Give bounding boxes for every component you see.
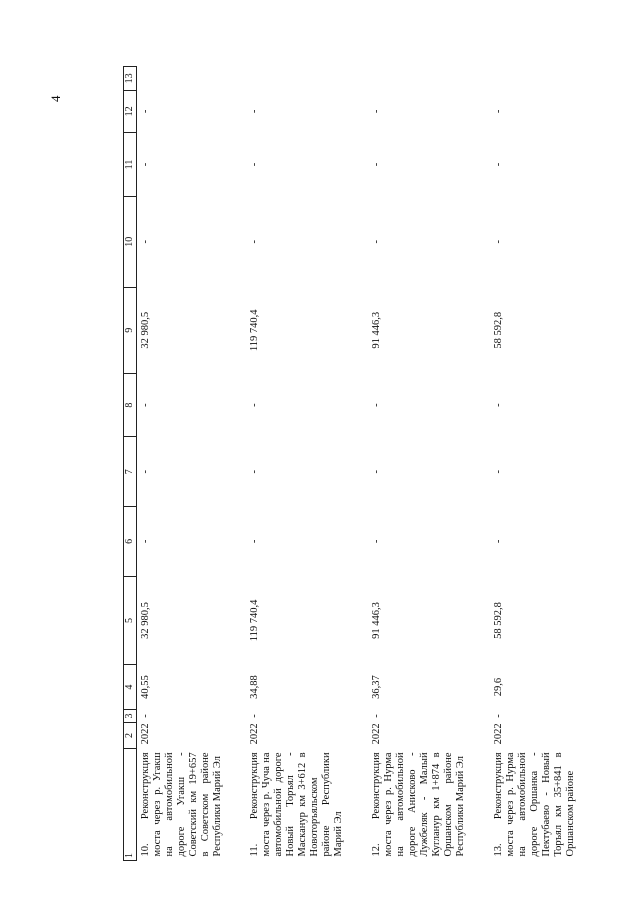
value-cell: - (493, 470, 504, 474)
value-cell: - (493, 403, 504, 407)
value-cell: - (493, 714, 504, 718)
year-cell: 2022 (371, 723, 382, 745)
value-cell: - (140, 470, 151, 474)
value-cell: - (140, 162, 151, 167)
value-cell: 34,88 (249, 675, 260, 699)
works-table (123, 66, 614, 861)
table-row (491, 67, 614, 861)
value-cell: - (140, 714, 151, 718)
column-number: 11 (124, 133, 137, 197)
value-cell: 40,55 (140, 675, 151, 699)
year-cell: 2022 (493, 723, 504, 745)
object-name: 11. Реконструкция моста через р. Чуча на автомобильной дороге Новый Торъял - Маскануp км 3+612 в Новоторъяльском районе Республики Марий Эл (249, 752, 344, 857)
value-cell: 32 980,5 (140, 311, 151, 349)
column-number: 6 (124, 507, 137, 577)
value-cell: - (371, 240, 382, 244)
column-number: 8 (124, 373, 137, 437)
value-cell: 58 592,8 (493, 311, 504, 349)
value-cell: - (249, 240, 260, 244)
value-cell: - (493, 539, 504, 544)
value-cell: 29,6 (493, 677, 504, 697)
column-number: 10 (124, 196, 137, 287)
value-cell: 36,37 (371, 675, 382, 699)
value-cell: - (371, 109, 382, 114)
value-cell: - (249, 403, 260, 407)
object-name: 13. Реконструкция моста через р. Нурма на автомобильной дороге Оршанка - Пектубаево - Новый Торъял км 35+841 в Оршанском районе (493, 752, 576, 857)
value-cell: - (371, 714, 382, 718)
column-number: 1 (124, 748, 137, 860)
value-cell: 32 980,5 (140, 602, 151, 639)
value-cell: - (371, 539, 382, 544)
value-cell: 119 740,4 (249, 309, 260, 352)
column-number: 5 (124, 576, 137, 664)
column-number: 12 (124, 90, 137, 132)
value-cell: - (249, 162, 260, 167)
year-cell: 2022 (249, 723, 260, 745)
value-cell: - (249, 109, 260, 114)
table-row (137, 67, 248, 861)
value-cell: - (249, 470, 260, 474)
value-cell: - (249, 714, 260, 718)
value-cell: - (249, 539, 260, 544)
column-number: 7 (124, 437, 137, 507)
column-number: 2 (124, 722, 137, 748)
value-cell: 91 446,3 (371, 602, 382, 639)
value-cell: - (371, 470, 382, 474)
value-cell: - (493, 162, 504, 167)
column-number: 13 (124, 67, 137, 91)
value-cell: - (371, 403, 382, 407)
value-cell: - (140, 109, 151, 114)
table-row (369, 67, 491, 861)
year-cell: 2022 (140, 723, 151, 745)
column-number: 9 (124, 287, 137, 373)
object-name: 12. Реконструкция моста через р. Нурма на автомобильной дороге Анисково - Лужбеляк - Малый Кугланур км 1+874 в Оршанском районе Республики Марий Эл (371, 752, 466, 857)
value-cell: - (140, 539, 151, 544)
value-cell: - (140, 240, 151, 244)
column-number-row (124, 67, 137, 861)
column-number: 3 (124, 710, 137, 723)
object-name: 10. Реконструкция моста через р. Угакш на автомобильной дороге Угакш - Советский км 19+657 в Советском районе Республики Марий Эл (140, 752, 223, 857)
page-number: 4 (48, 95, 63, 102)
value-cell: 119 740,4 (249, 599, 260, 642)
value-cell: - (140, 403, 151, 407)
column-number: 4 (124, 665, 137, 710)
value-cell: - (493, 240, 504, 244)
table-row (247, 67, 369, 861)
value-cell: - (493, 109, 504, 114)
value-cell: 58 592,8 (493, 602, 504, 639)
value-cell: 91 446,3 (371, 311, 382, 349)
value-cell: - (371, 162, 382, 167)
